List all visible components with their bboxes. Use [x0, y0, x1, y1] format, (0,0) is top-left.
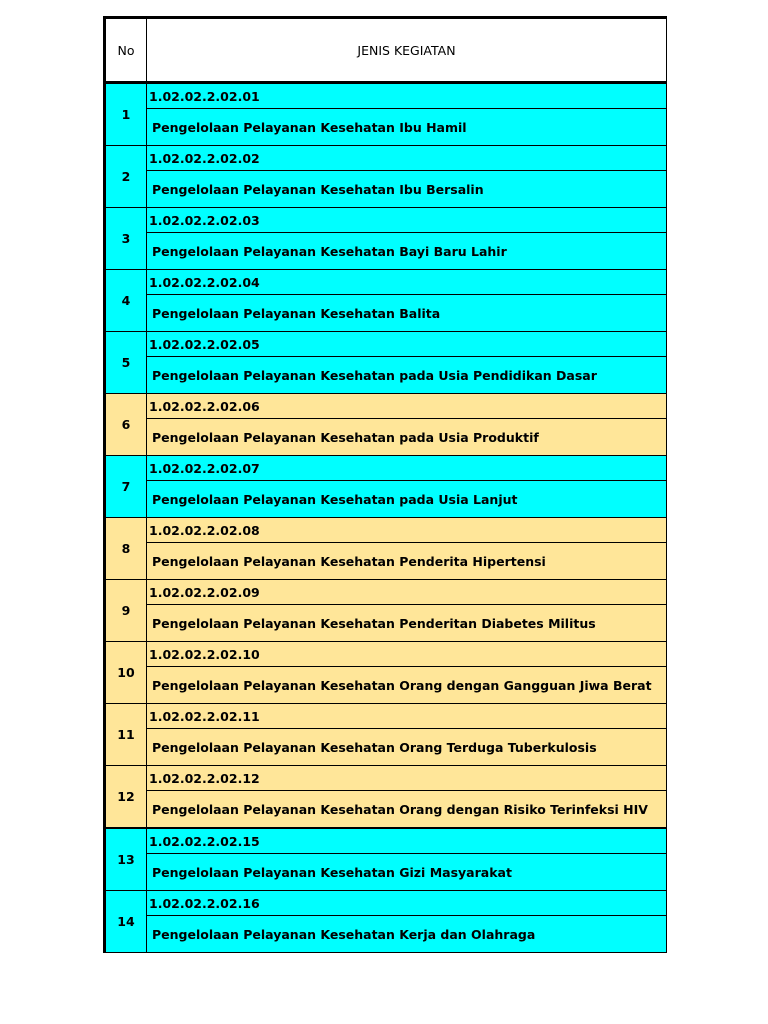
- table-row-detail: [105, 605, 667, 642]
- row-number: 14: [105, 891, 147, 953]
- activity-code: 1.02.02.2.02.16: [147, 891, 667, 916]
- activity-name: Pengelolaan Pelayanan Kesehatan Bayi Baru Lahir: [147, 233, 667, 270]
- row-number: 8: [105, 518, 147, 580]
- row-number: 13: [105, 828, 147, 891]
- activity-name: Pengelolaan Pelayanan Kesehatan Ibu Bersalin: [147, 171, 667, 208]
- row-number: 5: [105, 332, 147, 394]
- table-row-detail: [105, 543, 667, 580]
- activity-name: Pengelolaan Pelayanan Kesehatan Orang Terduga Tuberkulosis: [147, 729, 667, 766]
- activity-code: 1.02.02.2.02.07: [147, 456, 667, 481]
- row-number: 4: [105, 270, 147, 332]
- table-row-detail: [105, 233, 667, 270]
- table-row: [105, 828, 667, 854]
- row-number: 9: [105, 580, 147, 642]
- header-no: No: [105, 18, 147, 83]
- table-row: [105, 580, 667, 605]
- activity-name: Pengelolaan Pelayanan Kesehatan Gizi Masyarakat: [147, 854, 667, 891]
- activity-code: 1.02.02.2.02.05: [147, 332, 667, 357]
- activity-code: 1.02.02.2.02.10: [147, 642, 667, 667]
- table-row: [105, 394, 667, 419]
- activity-code: 1.02.02.2.02.04: [147, 270, 667, 295]
- table-row-detail: [105, 295, 667, 332]
- activity-table: [103, 16, 667, 953]
- activity-name: Pengelolaan Pelayanan Kesehatan pada Usia Produktif: [147, 419, 667, 456]
- table-row: [105, 891, 667, 916]
- activity-code: 1.02.02.2.02.12: [147, 766, 667, 791]
- table-row: [105, 766, 667, 791]
- activity-name: Pengelolaan Pelayanan Kesehatan Kerja dan Olahraga: [147, 916, 667, 953]
- table-row-detail: [105, 916, 667, 953]
- table-row: [105, 146, 667, 171]
- table-row: [105, 456, 667, 481]
- row-number: 2: [105, 146, 147, 208]
- table-row-detail: [105, 357, 667, 394]
- table-row: [105, 332, 667, 357]
- table-row: [105, 642, 667, 667]
- row-number: 1: [105, 83, 147, 146]
- activity-name: Pengelolaan Pelayanan Kesehatan Orang dengan Gangguan Jiwa Berat: [147, 667, 667, 704]
- activity-code: 1.02.02.2.02.08: [147, 518, 667, 543]
- table-row-detail: [105, 854, 667, 891]
- row-number: 3: [105, 208, 147, 270]
- activity-code: 1.02.02.2.02.03: [147, 208, 667, 233]
- activity-code: 1.02.02.2.02.06: [147, 394, 667, 419]
- table-header-row: [105, 18, 667, 83]
- table-row: [105, 270, 667, 295]
- activity-name: Pengelolaan Pelayanan Kesehatan Orang dengan Risiko Terinfeksi HIV: [147, 791, 667, 829]
- row-number: 10: [105, 642, 147, 704]
- table-row-detail: [105, 729, 667, 766]
- activity-name: Pengelolaan Pelayanan Kesehatan Penderitan Diabetes Militus: [147, 605, 667, 642]
- activity-name: Pengelolaan Pelayanan Kesehatan Ibu Hamil: [147, 109, 667, 146]
- activity-name: Pengelolaan Pelayanan Kesehatan pada Usia Lanjut: [147, 481, 667, 518]
- header-activity: JENIS KEGIATAN: [147, 18, 667, 83]
- table-row-detail: [105, 419, 667, 456]
- table-row: [105, 518, 667, 543]
- row-number: 12: [105, 766, 147, 829]
- row-number: 7: [105, 456, 147, 518]
- row-number: 11: [105, 704, 147, 766]
- activity-code: 1.02.02.2.02.02: [147, 146, 667, 171]
- activity-code: 1.02.02.2.02.09: [147, 580, 667, 605]
- activity-name: Pengelolaan Pelayanan Kesehatan Balita: [147, 295, 667, 332]
- table-row: [105, 208, 667, 233]
- table-row-detail: [105, 481, 667, 518]
- activity-table-container: [103, 16, 665, 953]
- row-number: 6: [105, 394, 147, 456]
- table-row: [105, 83, 667, 109]
- table-row: [105, 704, 667, 729]
- table-row-detail: [105, 171, 667, 208]
- table-row-detail: [105, 667, 667, 704]
- table-row-detail: [105, 109, 667, 146]
- activity-code: 1.02.02.2.02.11: [147, 704, 667, 729]
- table-row-detail: [105, 791, 667, 829]
- activity-code: 1.02.02.2.02.15: [147, 828, 667, 854]
- activity-name: Pengelolaan Pelayanan Kesehatan pada Usia Pendidikan Dasar: [147, 357, 667, 394]
- activity-name: Pengelolaan Pelayanan Kesehatan Penderita Hipertensi: [147, 543, 667, 580]
- table-body: [105, 83, 667, 953]
- activity-code: 1.02.02.2.02.01: [147, 83, 667, 109]
